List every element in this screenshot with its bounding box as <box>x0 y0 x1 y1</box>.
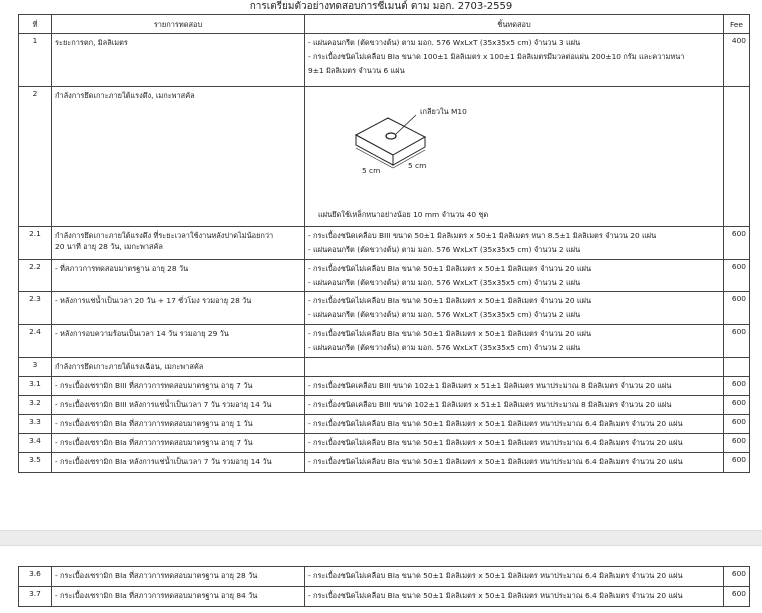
test-item: - กระเบื้องเซรามิก BIa ที่สภาวการทดสอบมาตรฐาน อายุ 1 วัน <box>52 415 305 434</box>
row-number: 3.3 <box>19 415 52 434</box>
header-fee: Fee <box>724 15 750 34</box>
test-specimen <box>305 415 724 434</box>
test-item-line: กำลังการยึดเกาะภายใต้แรงดึง ที่ระยะเวลาใช้งานหลังปาดไม่น้อยกว่า <box>55 231 274 240</box>
table-row <box>19 587 750 607</box>
thread-label: เกลียวใน M10 <box>420 107 467 116</box>
table-row <box>19 567 750 587</box>
row-number: 3 <box>19 358 52 377</box>
cube-diagram <box>308 88 721 225</box>
fee-value: 600 <box>724 227 750 260</box>
fee-value: 600 <box>724 453 750 473</box>
row-number: 3.7 <box>19 587 52 607</box>
test-item: - หลังการอบความร้อนเป็นเวลา 14 วัน รวมอายุ 29 วัน <box>52 325 305 358</box>
specimen-line: - กระเบื้องชนิดไม่เคลือบ BIa ขนาด 50±1 มิลลิเมตร x 50±1 มิลลิเมตร หนาประมาณ 6.4 มิลลิเมตร จำนวน 20 แผ่น <box>308 419 683 428</box>
fee-value: 600 <box>724 567 750 587</box>
specimen-line: 9±1 มิลลิเมตร จำนวน 6 แผ่น <box>308 66 405 75</box>
test-item: - หลังการแช่น้ำเป็นเวลา 20 วัน + 17 ชั่วโมง รวมอายุ 28 วัน <box>52 292 305 325</box>
table-row <box>19 396 750 415</box>
test-specimen <box>305 396 724 415</box>
row-number: 3.4 <box>19 434 52 453</box>
table-row <box>19 358 750 377</box>
specimen-line: - กระเบื้องชนิดไม่เคลือบ BIa ขนาด 50±1 มิลลิเมตร x 50±1 มิลลิเมตร จำนวน 20 แผ่น <box>308 296 592 305</box>
fee-value: 600 <box>724 325 750 358</box>
figure-caption: แผ่นยึดใช้เหล็กหนาอย่างน้อย 10 mm จำนวน 40 ชุด <box>318 210 489 219</box>
test-item: - กระเบื้องเซรามิก BIII ที่สภาวการทดสอบมาตรฐาน อายุ 7 วัน <box>52 377 305 396</box>
fee-value <box>724 358 750 377</box>
specimen-line: - กระเบื้องชนิดไม่เคลือบ BIa ขนาด 50±1 มิลลิเมตร x 50±1 มิลลิเมตร หนาประมาณ 6.4 มิลลิเมตร จำนวน 20 แผ่น <box>308 571 683 580</box>
test-specimen <box>305 358 724 377</box>
test-prep-table-continued <box>18 566 750 607</box>
dimension-label: 5 cm <box>362 166 381 175</box>
table-row <box>19 292 750 325</box>
specimen-line: - กระเบื้องชนิดไม่เคลือบ BIa ขนาด 50±1 มิลลิเมตร x 50±1 มิลลิเมตร หนาประมาณ 6.4 มิลลิเมตร จำนวน 20 แผ่น <box>308 457 683 466</box>
table-row <box>19 227 750 260</box>
fee-value: 600 <box>724 377 750 396</box>
table-row <box>19 453 750 473</box>
table-row <box>19 434 750 453</box>
specimen-line: - แผ่นคอนกรีต (ตัดขวางต้น) ตาม มอก. 576 WxLxT (35x35x5 cm) จำนวน 2 แผ่น <box>308 310 581 319</box>
test-specimen <box>305 434 724 453</box>
test-item: - กระเบื้องเซรามิก BIa หลังการแช่น้ำเป็นเวลา 7 วัน รวมอายุ 14 วัน <box>52 453 305 473</box>
row-number: 1 <box>19 34 52 87</box>
fee-value: 600 <box>724 587 750 607</box>
test-specimen <box>305 567 724 587</box>
specimen-line: - แผ่นคอนกรีต (ตัดขวางต้น) ตาม มอก. 576 WxLxT (35x35x5 cm) จำนวน 3 แผ่น <box>308 38 581 47</box>
fee-value: 400 <box>724 34 750 87</box>
specimen-line: - กระเบื้องชนิดเคลือบ BIII ขนาด 50±1 มิลลิเมตร x 50±1 มิลลิเมตร หนา 8.5±1 มิลลิเมตร จำนวน 20 แผ่น <box>308 231 657 240</box>
test-item-line: 20 นาที อายุ 28 วัน, เมกะพาสคัล <box>55 242 163 251</box>
fee-value: 600 <box>724 396 750 415</box>
page-separator <box>0 530 762 546</box>
test-specimen <box>305 227 724 260</box>
test-prep-table <box>18 14 750 473</box>
table-row <box>19 377 750 396</box>
specimen-line: - กระเบื้องชนิดไม่เคลือบ BIa ขนาด 50±1 มิลลิเมตร x 50±1 มิลลิเมตร หนาประมาณ 6.4 มิลลิเมตร จำนวน 20 แผ่น <box>308 591 683 600</box>
test-item: กำลังการยึดเกาะภายใต้แรงเฉือน, เมกะพาสคัล <box>52 358 305 377</box>
test-specimen <box>305 34 724 87</box>
row-number: 2 <box>19 87 52 227</box>
row-number: 3.2 <box>19 396 52 415</box>
dimension-label: 5 cm <box>408 161 427 170</box>
specimen-line: - กระเบื้องชนิดไม่เคลือบ BIa ขนาด 50±1 มิลลิเมตร x 50±1 มิลลิเมตร จำนวน 20 แผ่น <box>308 329 592 338</box>
table-row <box>19 87 750 227</box>
specimen-line: - แผ่นคอนกรีต (ตัดขวางต้น) ตาม มอก. 576 WxLxT (35x35x5 cm) จำนวน 2 แผ่น <box>308 343 581 352</box>
row-number: 2.3 <box>19 292 52 325</box>
fee-value <box>724 87 750 227</box>
fee-value: 600 <box>724 292 750 325</box>
fee-value: 600 <box>724 434 750 453</box>
row-number: 3.1 <box>19 377 52 396</box>
fee-value: 600 <box>724 415 750 434</box>
specimen-line: - แผ่นคอนกรีต (ตัดขวางต้น) ตาม มอก. 576 WxLxT (35x35x5 cm) จำนวน 2 แผ่น <box>308 278 581 287</box>
table-row <box>19 260 750 292</box>
table-row <box>19 325 750 358</box>
test-item: - กระเบื้องเซรามิก BIII หลังการแช่น้ำเป็นเวลา 7 วัน รวมอายุ 14 วัน <box>52 396 305 415</box>
test-item <box>52 227 305 260</box>
test-item: - กระเบื้องเซรามิก BIa ที่สภาวการทดสอบมาตรฐาน อายุ 84 วัน <box>52 587 305 607</box>
specimen-line: - แผ่นคอนกรีต (ตัดขวางต้น) ตาม มอก. 576 WxLxT (35x35x5 cm) จำนวน 2 แผ่น <box>308 245 581 254</box>
pull-plate-figure <box>308 88 720 225</box>
test-specimen <box>305 325 724 358</box>
test-item: - กระเบื้องเซรามิก BIa ที่สภาวการทดสอบมาตรฐาน อายุ 7 วัน <box>52 434 305 453</box>
test-item: กำลังการยึดเกาะภายใต้แรงดึง, เมกะพาสคัล <box>52 87 305 227</box>
row-number: 2.4 <box>19 325 52 358</box>
test-specimen <box>305 87 724 227</box>
table-row <box>19 34 750 87</box>
test-specimen <box>305 292 724 325</box>
test-item: - ที่สภาวการทดสอบมาตรฐาน อายุ 28 วัน <box>52 260 305 292</box>
test-specimen <box>305 453 724 473</box>
specimen-line: - กระเบื้องชนิดเคลือบ BIII ขนาด 102±1 มิลลิเมตร x 51±1 มิลลิเมตร หนาประมาณ 8 มิลลิเมตร จำนวน 20 แผ่น <box>308 400 672 409</box>
test-specimen <box>305 377 724 396</box>
document-title: การเตรียมตัวอย่างทดสอบการซีเมนต์ ตาม มอก. 2703-2559 <box>249 1 513 12</box>
specimen-line: - กระเบื้องชนิดไม่เคลือบ BIa ขนาด 100±1 มิลลิเมตร x 100±1 มิลลิเมตรมีมวลต่อแผ่น 200±10 กรัม และความหนา <box>308 52 685 61</box>
header-no: ที่ <box>19 15 52 34</box>
test-specimen <box>305 260 724 292</box>
row-number: 2.1 <box>19 227 52 260</box>
header-spec: ชิ้นทดสอบ <box>305 15 724 34</box>
header-item: รายการทดสอบ <box>52 15 305 34</box>
row-number: 3.6 <box>19 567 52 587</box>
test-item: ระยะการตก, มิลลิเมตร <box>52 34 305 87</box>
test-item: - กระเบื้องเซรามิก BIa ที่สภาวการทดสอบมาตรฐาน อายุ 28 วัน <box>52 567 305 587</box>
specimen-line: - กระเบื้องชนิดไม่เคลือบ BIa ขนาด 50±1 มิลลิเมตร x 50±1 มิลลิเมตร จำนวน 20 แผ่น <box>308 264 592 273</box>
row-number: 2.2 <box>19 260 52 292</box>
fee-value: 600 <box>724 260 750 292</box>
test-specimen <box>305 587 724 607</box>
specimen-line: - กระเบื้องชนิดเคลือบ BIII ขนาด 102±1 มิลลิเมตร x 51±1 มิลลิเมตร หนาประมาณ 8 มิลลิเมตร จำนวน 20 แผ่น <box>308 381 672 390</box>
row-number: 3.5 <box>19 453 52 473</box>
table-row <box>19 415 750 434</box>
specimen-line: - กระเบื้องชนิดไม่เคลือบ BIa ขนาด 50±1 มิลลิเมตร x 50±1 มิลลิเมตร หนาประมาณ 6.4 มิลลิเมตร จำนวน 20 แผ่น <box>308 438 683 447</box>
